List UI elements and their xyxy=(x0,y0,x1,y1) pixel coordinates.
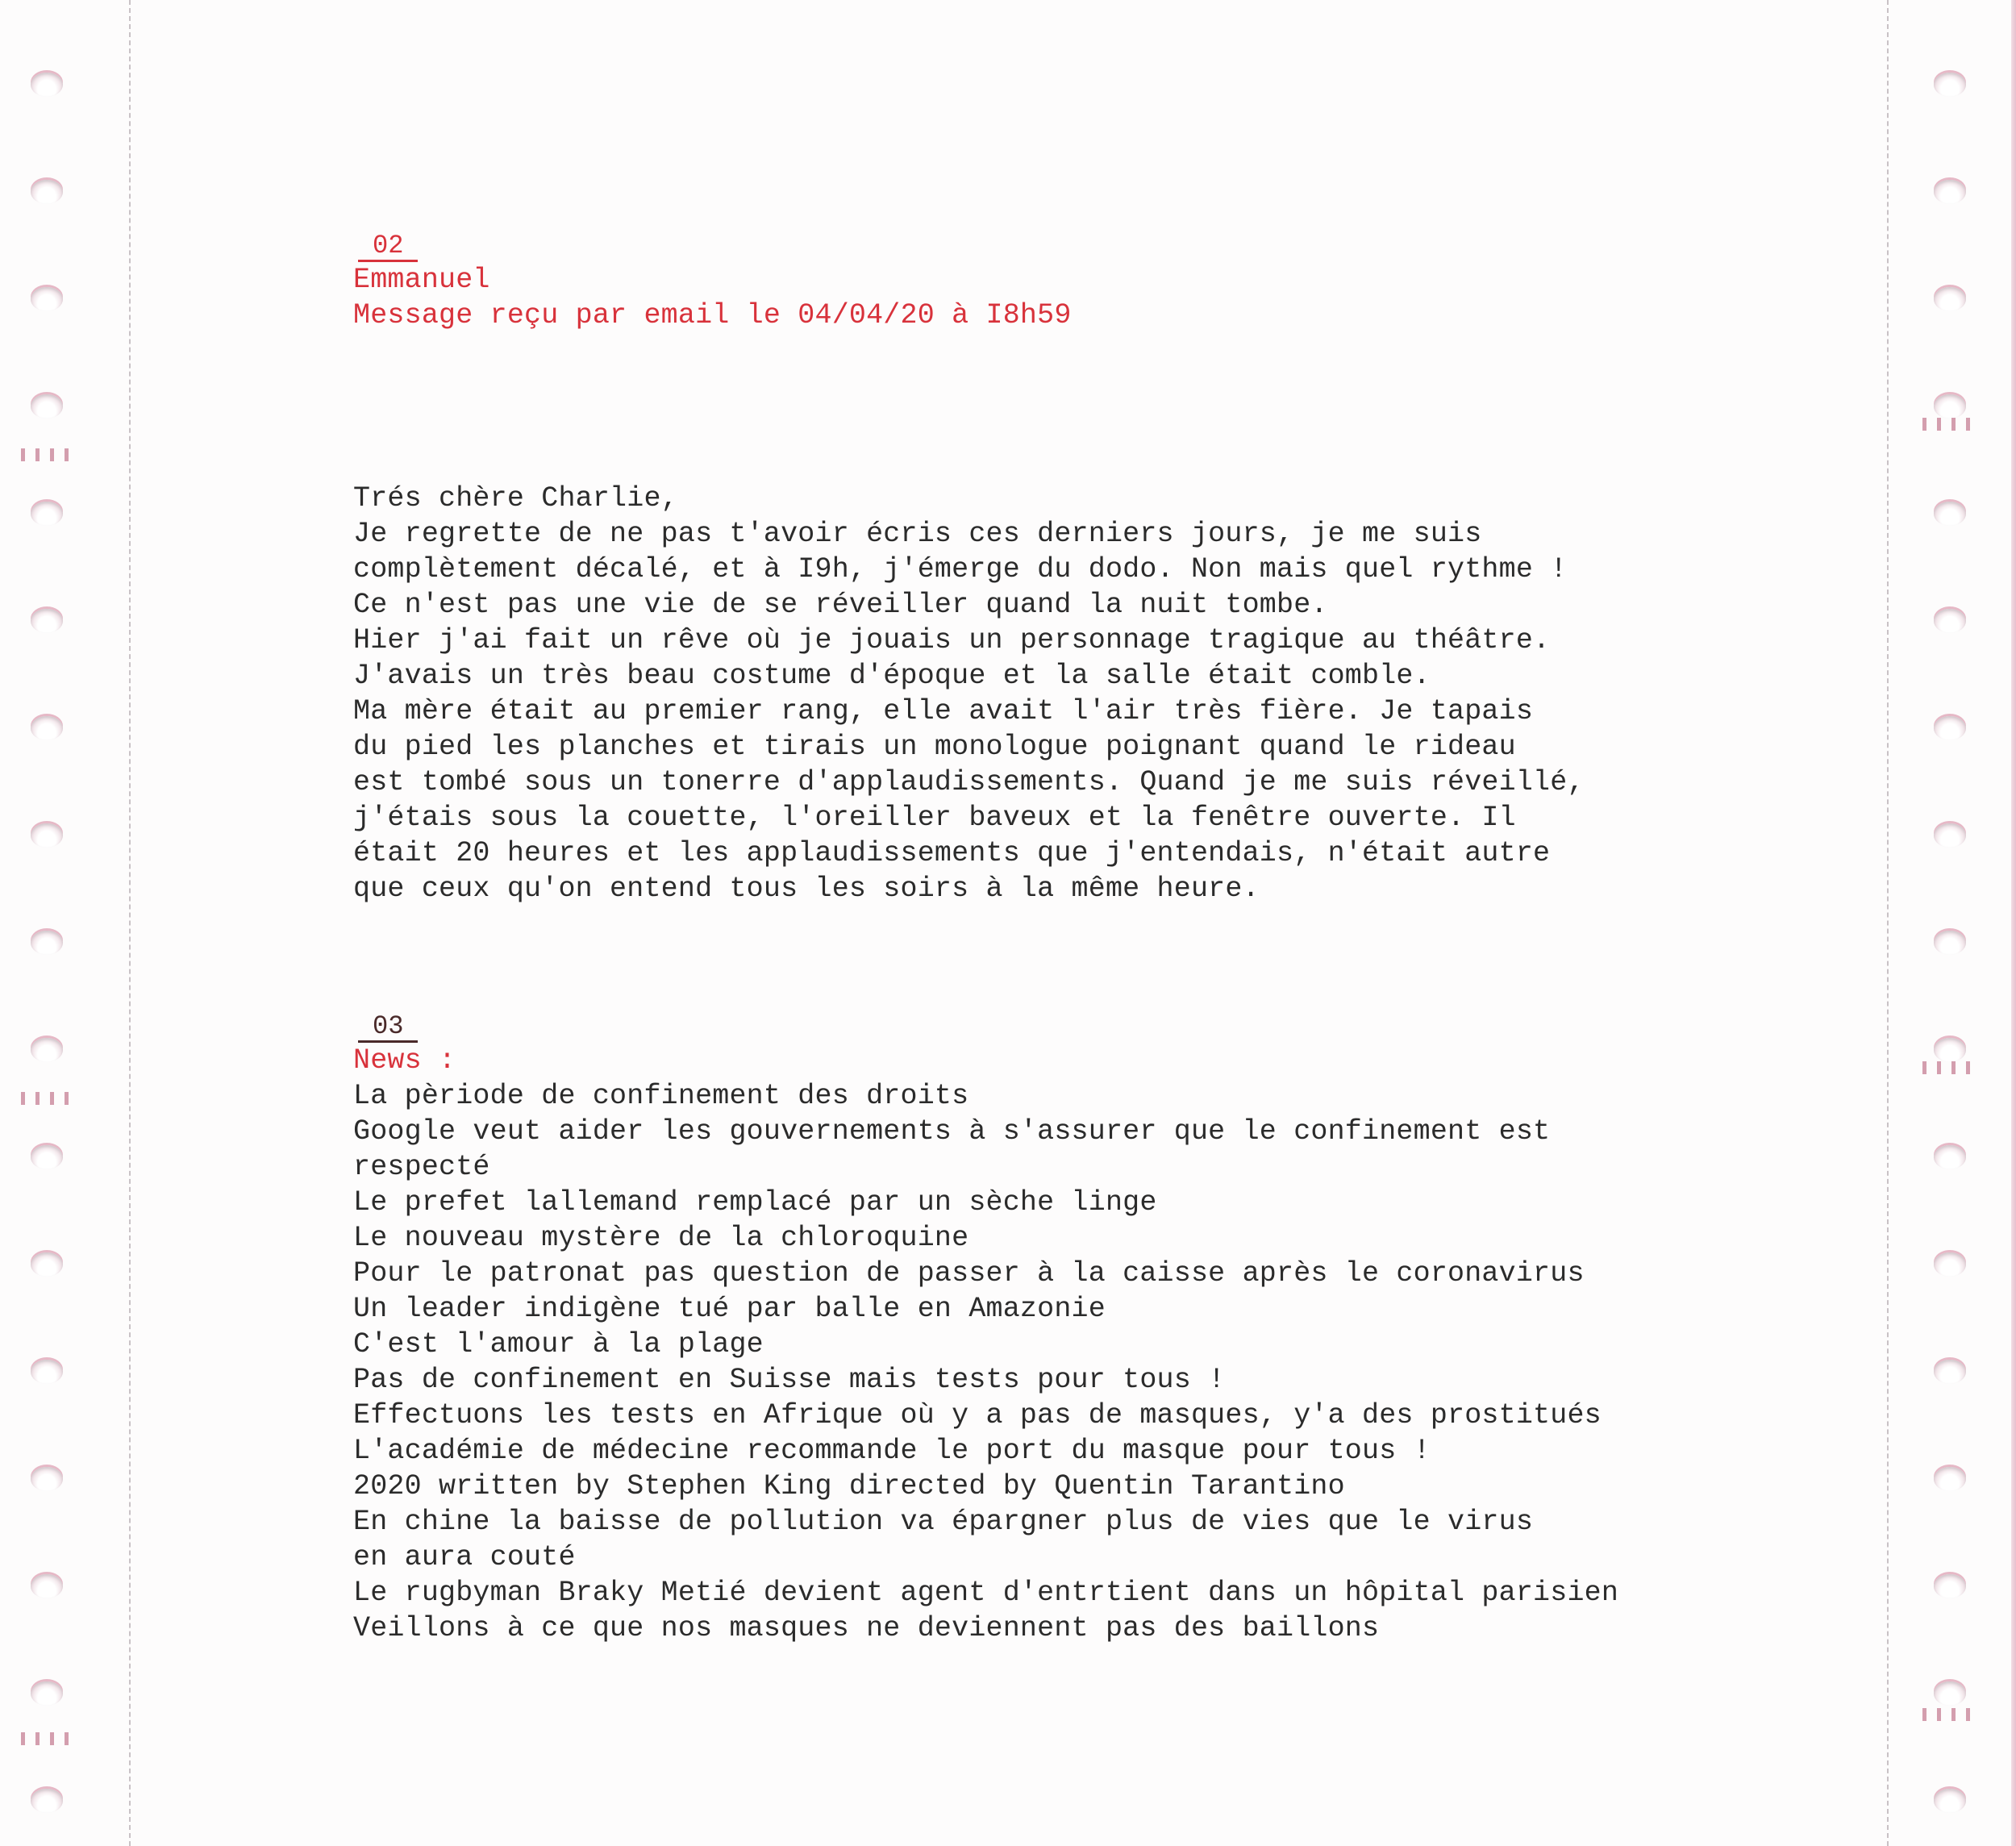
left-perforation-line xyxy=(129,0,131,1846)
perforation-notch xyxy=(21,448,77,461)
news-item: Le rugbyman Braky Metié devient agent d'entrtient dans un hôpital parisien xyxy=(353,1577,1619,1609)
feed-hole xyxy=(1934,931,1966,955)
letter-line: était 20 heures et les applaudissements que j'entendais, n'était autre xyxy=(353,837,1551,869)
perforation-notch xyxy=(21,1092,77,1105)
feed-hole xyxy=(31,180,63,204)
feed-hole xyxy=(1934,1038,1966,1062)
entry-meta: Message reçu par email le 04/04/20 à I8h59 xyxy=(353,299,1072,331)
letter-line: Hier j'ai fait un rêve où je jouais un personnage tragique au théâtre. xyxy=(353,624,1551,656)
news-item: Veillons à ce que nos masques ne deviennent pas des baillons xyxy=(353,1612,1380,1644)
news-item: Le prefet lallemand remplacé par un sèche linge xyxy=(353,1186,1157,1219)
news-item: 2020 written by Stephen King directed by Quentin Tarantino xyxy=(353,1470,1345,1502)
news-item: La pèriode de confinement des droits xyxy=(353,1080,969,1112)
letter-line: que ceux qu'on entend tous les soirs à la même heure. xyxy=(353,873,1260,905)
feed-hole xyxy=(31,1681,63,1706)
letter-line: J'avais un très beau costume d'époque et la salle était comble. xyxy=(353,660,1431,692)
news-item: Pas de confinement en Suisse mais tests pour tous ! xyxy=(353,1364,1226,1396)
entry-02-header xyxy=(353,232,1072,333)
news-heading: News : xyxy=(353,1044,456,1077)
news-item: Pour le patronat pas question de passer à la caisse après le coronavirus xyxy=(353,1257,1585,1290)
feed-hole xyxy=(31,1038,63,1062)
feed-hole xyxy=(1934,1360,1966,1384)
feed-hole xyxy=(1934,1252,1966,1277)
feed-hole xyxy=(1934,73,1966,97)
letter-greeting: Trés chère Charlie, xyxy=(353,482,678,515)
feed-hole xyxy=(1934,1467,1966,1491)
letter-line: complètement décalé, et à I9h, j'émerge du dodo. Non mais quel rythme ! xyxy=(353,553,1568,585)
feed-hole xyxy=(31,1145,63,1169)
feed-hole xyxy=(31,1252,63,1277)
feed-hole xyxy=(31,287,63,311)
news-item: Un leader indigène tué par balle en Amazonie xyxy=(353,1293,1106,1325)
news-item: Google veut aider les gouvernements à s'assurer que le confinement est xyxy=(353,1115,1551,1148)
feed-hole xyxy=(31,502,63,526)
feed-hole xyxy=(31,1789,63,1813)
feed-hole xyxy=(1934,1681,1966,1706)
letter-line: du pied les planches et tirais un monologue poignant quand le rideau xyxy=(353,731,1516,763)
news-item: C'est l'amour à la plage xyxy=(353,1328,764,1361)
perforation-notch xyxy=(1922,418,1979,431)
feed-hole xyxy=(31,1574,63,1598)
feed-hole xyxy=(1934,1145,1966,1169)
letter-line: Je regrette de ne pas t'avoir écris ces derniers jours, je me suis xyxy=(353,518,1482,550)
entry-02-number-wrap xyxy=(358,232,1072,262)
news-item: Effectuons les tests en Afrique où y a pas de masques, y'a des prostitués xyxy=(353,1399,1602,1431)
feed-hole xyxy=(31,716,63,740)
feed-hole xyxy=(31,394,63,419)
feed-hole xyxy=(1934,287,1966,311)
entry-02-body xyxy=(353,481,1585,906)
letter-lines xyxy=(353,516,1585,906)
news-item: en aura couté xyxy=(353,1541,576,1573)
entry-number: 02 xyxy=(358,232,418,262)
news-item: Le nouveau mystère de la chloroquine xyxy=(353,1222,969,1254)
feed-hole xyxy=(1934,394,1966,419)
right-perforation-line xyxy=(1887,0,1889,1846)
news-item: En chine la baisse de pollution va épargner plus de vies que le virus xyxy=(353,1506,1534,1538)
perforation-notch xyxy=(1922,1061,1979,1074)
feed-hole xyxy=(1934,1574,1966,1598)
feed-hole xyxy=(1934,502,1966,526)
feed-hole xyxy=(1934,823,1966,848)
letter-line: j'étais sous la couette, l'oreiller baveux et la fenêtre ouverte. Il xyxy=(353,802,1516,834)
perforation-notch xyxy=(21,1732,77,1745)
entry-author: Emmanuel xyxy=(353,264,490,296)
feed-hole xyxy=(1934,716,1966,740)
feed-hole xyxy=(31,1467,63,1491)
feed-hole xyxy=(1934,180,1966,204)
feed-hole xyxy=(31,73,63,97)
paper-edge xyxy=(2011,0,2016,1846)
feed-hole xyxy=(1934,1789,1966,1813)
perforation-notch xyxy=(1922,1708,1979,1721)
feed-hole xyxy=(31,931,63,955)
news-item: respecté xyxy=(353,1151,490,1183)
feed-hole xyxy=(31,1360,63,1384)
news-item: L'académie de médecine recommande le port du masque pour tous ! xyxy=(353,1435,1431,1467)
feed-hole xyxy=(1934,609,1966,633)
entry-03 xyxy=(353,1013,1618,1646)
entry-number: 03 xyxy=(358,1013,418,1043)
feed-hole xyxy=(31,609,63,633)
letter-line: est tombé sous un tonerre d'applaudissements. Quand je me suis réveillé, xyxy=(353,766,1585,798)
news-list xyxy=(353,1078,1618,1646)
feed-hole xyxy=(31,823,63,848)
letter-line: Ce n'est pas une vie de se réveiller quand la nuit tombe. xyxy=(353,589,1328,621)
entry-03-number-wrap xyxy=(358,1013,1618,1043)
letter-line: Ma mère était au premier rang, elle avait l'air très fière. Je tapais xyxy=(353,695,1534,727)
